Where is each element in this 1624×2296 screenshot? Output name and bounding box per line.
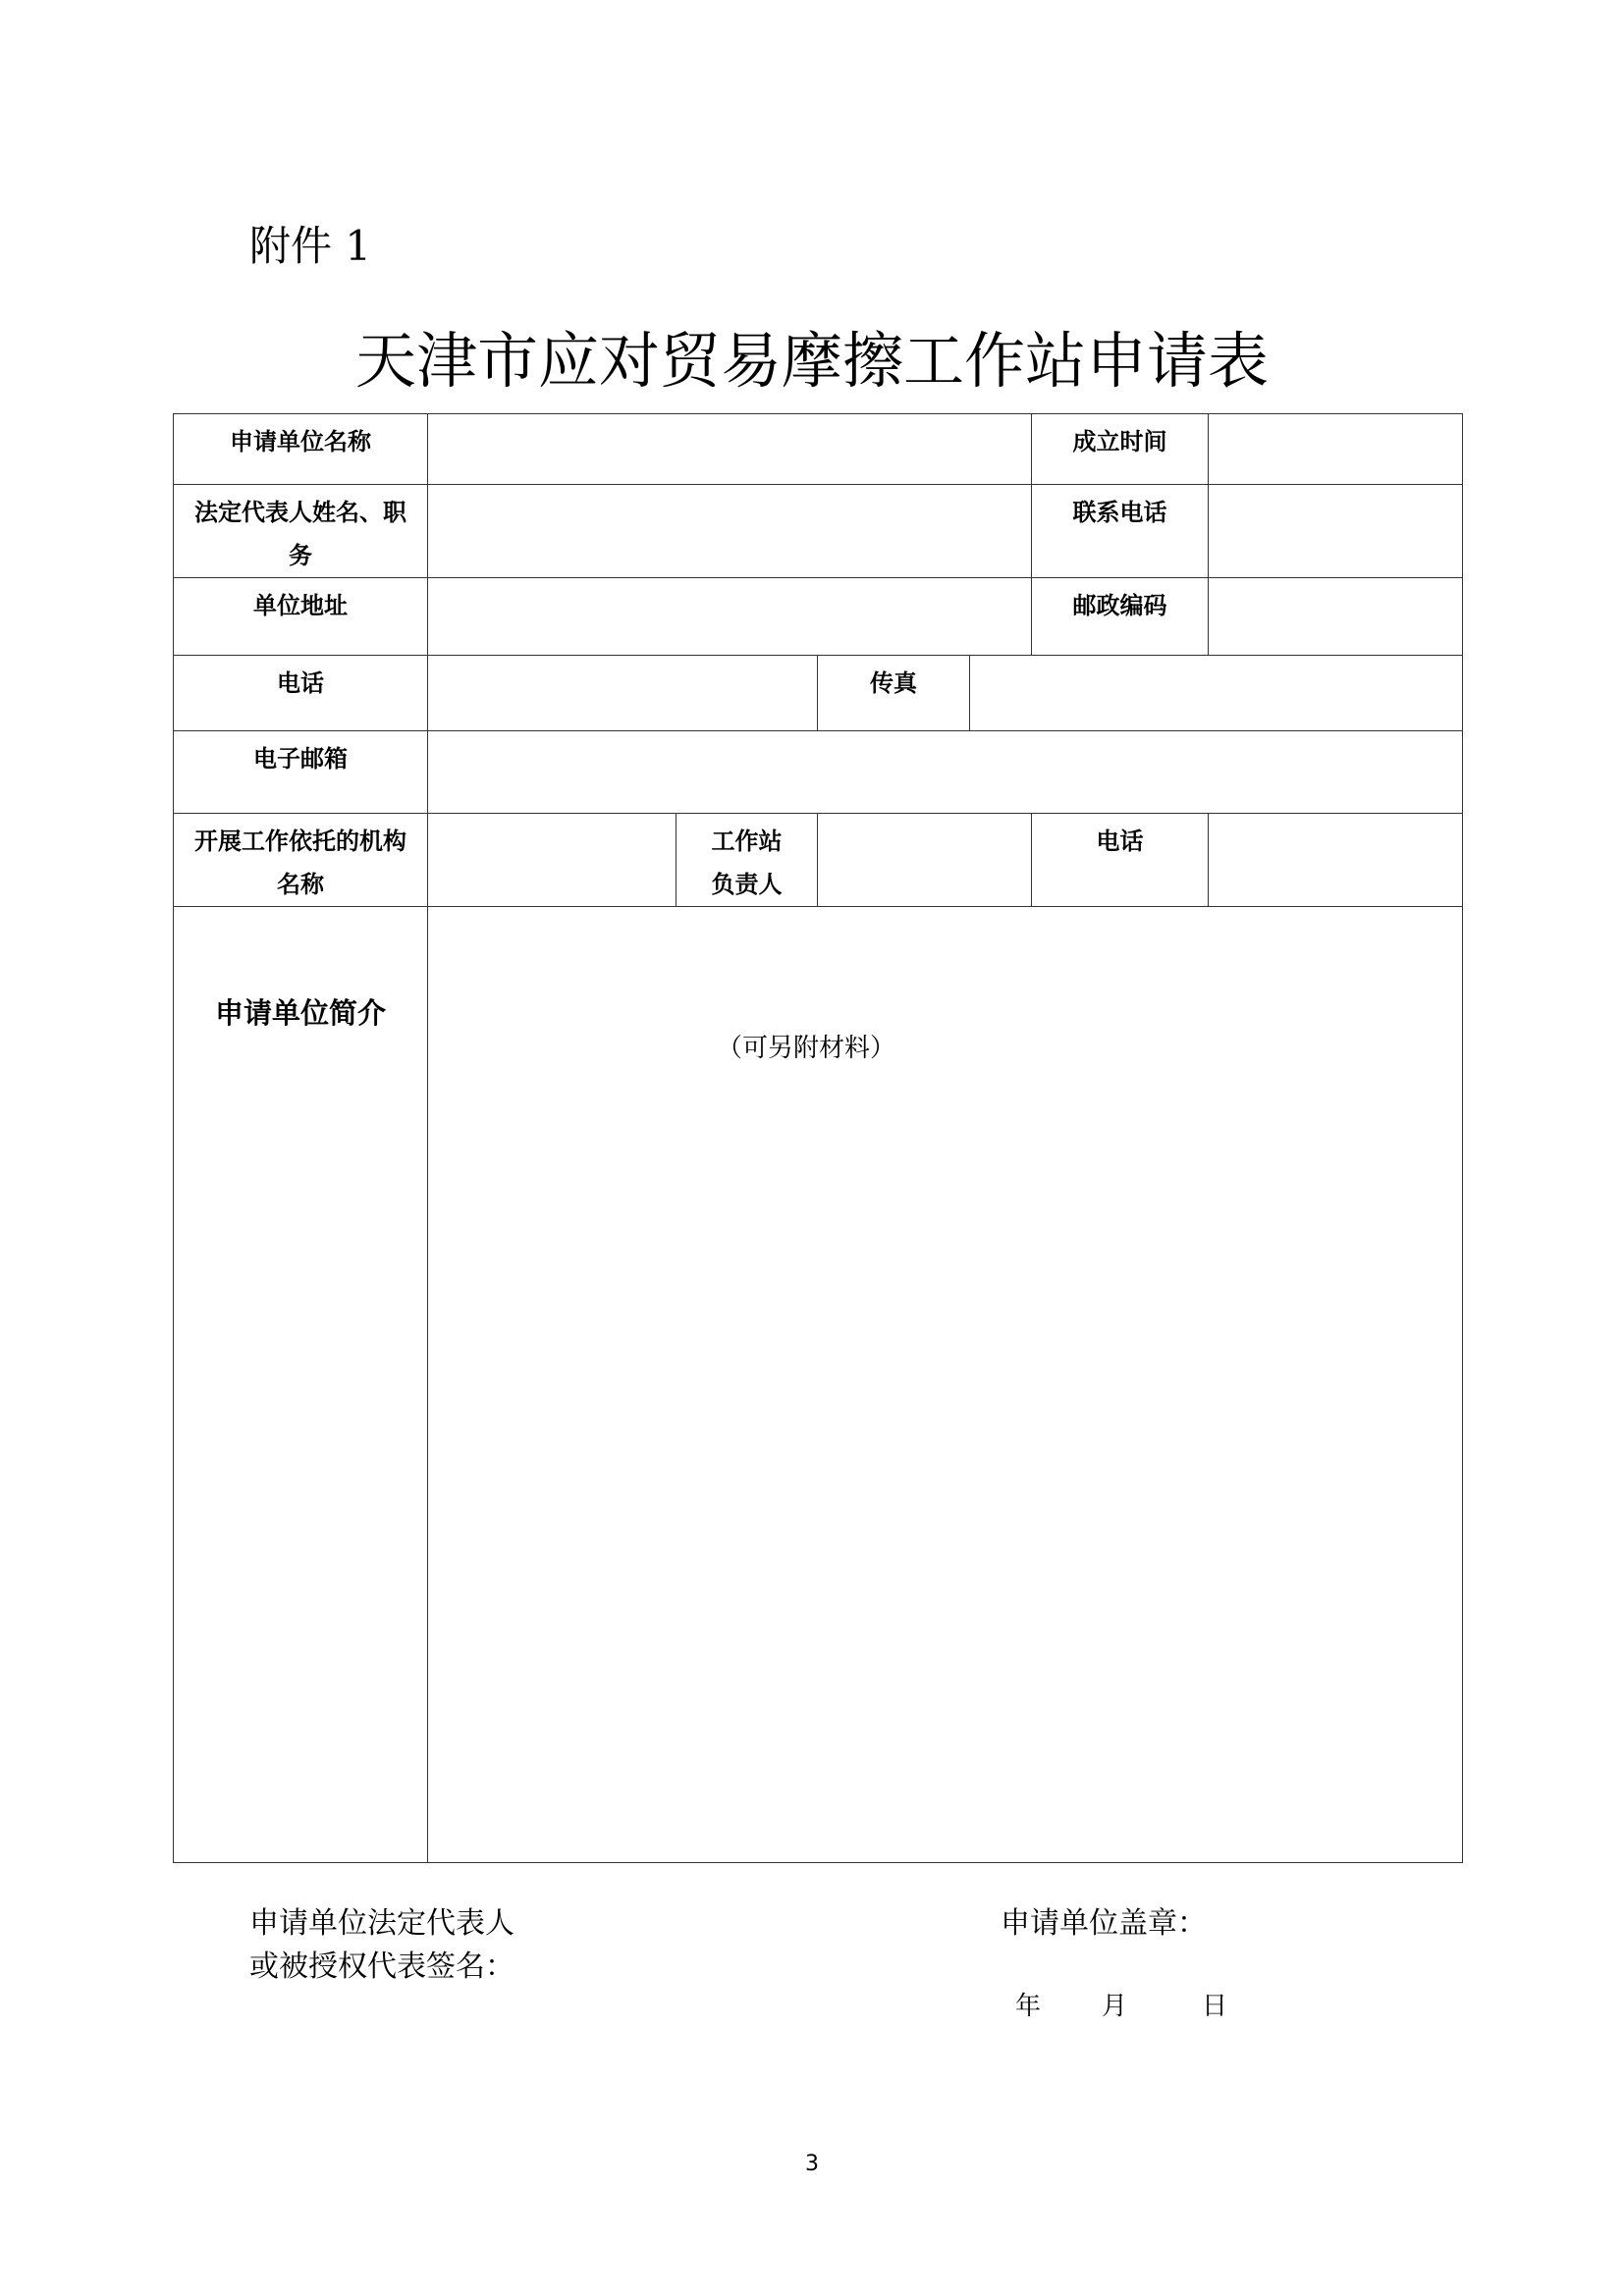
host-org-label: 开展工作依托的机构 名称 (174, 814, 428, 907)
legal-rep-sign-label: 申请单位法定代表人 (249, 1906, 514, 1941)
unit-address-field[interactable] (428, 578, 1032, 656)
year-label: 年 (1015, 1992, 1042, 2021)
intro-label: 申请单位简介 (174, 907, 428, 1863)
phone-field[interactable] (428, 656, 818, 731)
established-time-field[interactable] (1209, 414, 1463, 485)
email-label: 电子邮箱 (174, 731, 428, 814)
phone2-field[interactable] (1209, 814, 1463, 907)
day-label: 日 (1202, 1992, 1228, 2021)
authorized-rep-sign-label: 或被授权代表签名： (249, 1949, 514, 1984)
fax-label: 传真 (818, 656, 970, 731)
seal-label: 申请单位盖章： (1001, 1906, 1207, 1941)
legal-rep-label: 法定代表人姓名、职 务 (174, 485, 428, 578)
applicant-name-label: 申请单位名称 (174, 414, 428, 485)
fax-field[interactable] (970, 656, 1463, 731)
email-field[interactable] (428, 731, 1463, 814)
contact-phone-field[interactable] (1209, 485, 1463, 578)
intro-note: （可另附材料） (717, 1034, 896, 1063)
established-time-label: 成立时间 (1032, 414, 1209, 485)
applicant-name-field[interactable] (428, 414, 1032, 485)
page-number: 3 (805, 2152, 819, 2176)
postal-code-label: 邮政编码 (1032, 578, 1209, 656)
phone-label: 电话 (174, 656, 428, 731)
host-org-field[interactable] (428, 814, 677, 907)
form-title: 天津市应对贸易摩擦工作站申请表 (354, 325, 1269, 397)
station-head-label: 工作站 负责人 (677, 814, 818, 907)
legal-rep-field[interactable] (428, 485, 1032, 578)
phone2-label: 电话 (1032, 814, 1209, 907)
postal-code-field[interactable] (1209, 578, 1463, 656)
application-form-table (173, 413, 1463, 1863)
unit-address-label: 单位地址 (174, 578, 428, 656)
attachment-label: 附件 1 (249, 222, 372, 270)
station-head-field[interactable] (818, 814, 1032, 907)
month-label: 月 (1102, 1992, 1128, 2021)
intro-field[interactable] (428, 907, 1463, 1863)
contact-phone-label: 联系电话 (1032, 485, 1209, 578)
